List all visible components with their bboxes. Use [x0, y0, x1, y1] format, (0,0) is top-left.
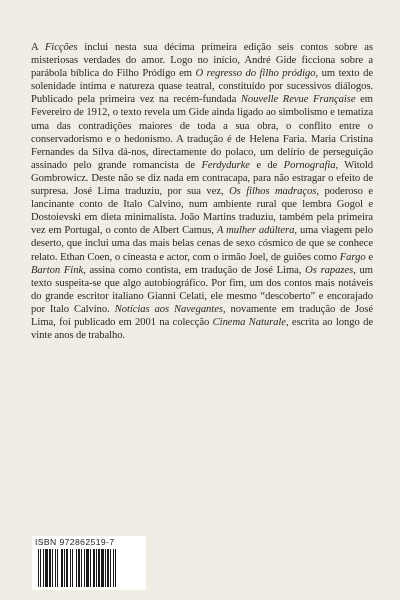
blurb-run: inclui nesta sua décima primeira edição seis contos sobre as misteriosas verdades do amor. Logo no início, André Gide ficciona sobre a parábola bíblica do Filho Pródigo em [31, 42, 373, 80]
blurb-run: , poderoso e lancinante conto de Italo Calvino, num ambiente rural que lembra Gogol e Dostoievski em dieta minimalista. João Martins traduziu, também pela primeira vez em Portugal, o conto de Albert Camus, [31, 186, 374, 237]
barcode-bar [38, 549, 39, 587]
blurb-run: A [31, 42, 45, 53]
blurb-run: e de [249, 159, 284, 171]
barcode-bar [40, 549, 41, 587]
barcode-bar [70, 549, 71, 587]
barcode-bar [93, 549, 95, 587]
barcode-bar [72, 549, 73, 587]
barcode-bar [107, 549, 109, 587]
blurb-run: , um texto suspeita-se que algo autobiográfico. Por fim, um dos contos mais notáveis do grande escritor italiano Gianni Celati, ele mesmo “descoberto” e encorajado por Italo Calvino. [31, 264, 373, 315]
isbn-barcode [32, 536, 146, 590]
barcode-bar [78, 549, 80, 587]
italic-title: Os filhos madraços [229, 186, 317, 198]
barcode-bar [105, 549, 106, 587]
barcode-bars [37, 549, 141, 587]
italic-title: Fargo [339, 251, 366, 263]
italic-title: Barton Fink [31, 264, 84, 276]
barcode-bar [55, 549, 56, 587]
italic-title: A mulher adúltera [216, 225, 295, 237]
barcode-bar [66, 549, 68, 587]
barcode-bar [52, 549, 53, 587]
barcode-bar [45, 549, 48, 587]
italic-title: O regresso do filho pródigo [195, 68, 316, 80]
isbn-label: ISBN 972862519-7 [35, 537, 115, 547]
blurb-run: em Fevereiro de 1912, o texto revela um Gide ainda ligado ao simbolismo e tematiza uma das contradições maiores de toda a sua obra, o conflito entre o conservadorismo e o hedonismo. A tradução é de Helena Faria. Maria Cristina Fernandes da Silva dá-nos, directamente do polaco, um delírio de perseguição assinado pelo grande romancista de [31, 94, 373, 171]
barcode-bar [49, 549, 51, 587]
blurb-run: , Witold Gombrowicz. Deste não se diz nada em contracapa, para não estragar o efeito de surpresa. José Lima traduziu, por sua vez, [31, 159, 374, 198]
blurb-run: , uma viagem pelo deserto, que inclui uma das mais belas cenas de sexo cósmico de que se conhece relato. Ethan Coen, o cineasta e actor, com o irmão Joel, de guiões como [31, 225, 373, 263]
blurb-run: e [365, 251, 373, 263]
barcode-bar [98, 549, 100, 587]
barcode-bar [57, 549, 58, 587]
italic-title: Notícias aos Navegantes [114, 303, 223, 315]
blurb-run: , novamente em tradução de José Lima, foi publicado em 2001 na colecção [31, 303, 373, 328]
barcode-bar [84, 549, 85, 587]
blurb-run: , um texto de solenidade íntima e natureza quase teatral, constituído por sucessivos diálogos. Publicado pela primeira vez na recém-fundada [31, 68, 373, 106]
italic-title: Nouvelle Revue Française [240, 94, 356, 106]
italic-title: Cinema Naturale [212, 316, 286, 328]
barcode-bar [81, 549, 82, 587]
blurb-text [31, 41, 373, 342]
barcode-bar [110, 549, 111, 587]
barcode-bar [86, 549, 89, 587]
blurb-run: , escrita ao longo de vinte anos de trabalho. [31, 316, 373, 342]
italic-title: Ferdydurke [201, 159, 250, 171]
italic-title: Ficções [44, 42, 78, 53]
barcode-bar [43, 549, 44, 587]
barcode-bar [90, 549, 91, 587]
barcode-bar [101, 549, 104, 587]
barcode-bar [113, 549, 114, 587]
barcode-bar [61, 549, 63, 587]
italic-title: Pornografia [283, 159, 336, 171]
italic-title: Os rapazes [305, 264, 354, 276]
barcode-bar [115, 549, 116, 587]
barcode-bar [76, 549, 77, 587]
blurb-run: , assina como contista, em tradução de José Lima, [83, 264, 306, 276]
barcode-bar [64, 549, 65, 587]
barcode-bar [96, 549, 97, 587]
